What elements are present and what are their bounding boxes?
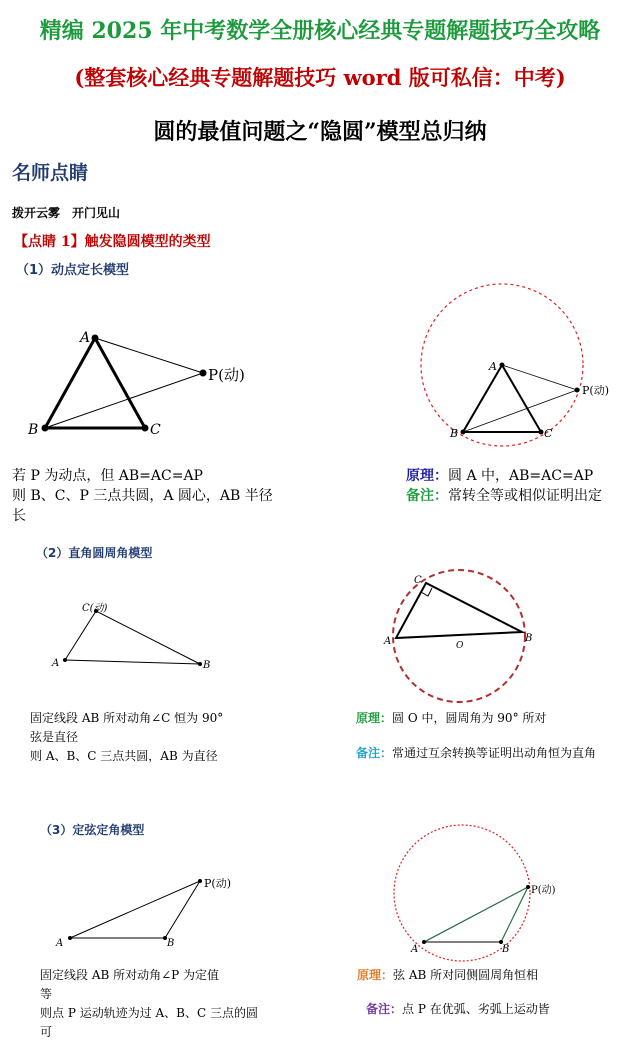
m1-label-c: C — [150, 422, 161, 438]
m3r-label-a: A — [411, 944, 419, 955]
model3-note — [366, 1000, 638, 1019]
m1-note-text: 常转全等或相似证明出定 — [448, 488, 602, 504]
m3-note-label: 备注： — [366, 1002, 403, 1016]
m2-note-text: 常通过互余转换等证明出动角恒为直角 — [392, 746, 597, 760]
m2-principle-label: 原理： — [356, 711, 393, 725]
m2r-label-a: A — [384, 636, 392, 647]
m3-principle-label: 原理： — [357, 968, 394, 982]
m3-line: 等 — [40, 987, 53, 1001]
doc-header-line2: (整套核心经典专题解题技巧 word 版可私信：中考) — [74, 65, 566, 90]
m3-line: 固定线段 AB 所对动角∠P 为定值 — [40, 968, 220, 982]
point-heading: 【点睛 1】触发隐圆模型的类型 — [14, 234, 211, 250]
m3r-label-p: P(动) — [531, 885, 556, 896]
m1r-label-c: C — [544, 427, 553, 440]
m1-label-p: P(动) — [208, 366, 245, 384]
m2-line: 固定线段 AB 所对动角∠C 恒为 90° — [30, 711, 224, 725]
m2r-label-o: O — [456, 641, 464, 651]
m1-line: 长 — [12, 508, 26, 524]
m3-hidden-circle — [394, 825, 530, 961]
m1-label-b: B — [28, 422, 39, 438]
m3-line: 则点 P 运动轨迹为过 A、B、C 三点的圆 — [40, 1006, 258, 1020]
m1r-label-a: A — [489, 360, 497, 373]
m3-label-b: B — [167, 938, 175, 949]
section-heading: 名师点睛 — [12, 162, 89, 184]
m2r-label-c: C — [414, 575, 422, 586]
m1-line: 若 P 为动点，但 AB=AC=AP — [12, 468, 203, 484]
model2-title: （2）直角圆周角模型 — [36, 546, 153, 560]
m2-line: 则 A、B、C 三点共圆，AB 为直径 — [30, 749, 218, 763]
m3-label-p: P(动) — [204, 877, 231, 890]
m3-label-a: A — [56, 938, 64, 949]
m2-label-c: C(动) — [82, 603, 108, 614]
model3-principle — [357, 966, 638, 985]
section-subheading: 拨开云雾 开门见山 — [12, 206, 121, 220]
m1-label-a: A — [80, 330, 91, 346]
m2-principle-text: 圆 O 中，圆周角为 90° 所对 — [392, 711, 547, 725]
model3-description — [40, 966, 360, 1042]
doc-header-line1: 精编 2025 年中考数学全册核心经典专题解题技巧全攻略 — [39, 18, 601, 44]
m1-principle-text: 圆 A 中，AB=AC=AP — [448, 468, 594, 484]
m2r-label-b: B — [525, 633, 533, 644]
model3-title: （3）定弦定角模型 — [40, 823, 145, 837]
doc-title: 圆的最值问题之“隐圆”模型总归纳 — [153, 119, 487, 145]
m2-note-label: 备注： — [356, 746, 393, 760]
m1-principle-label: 原理： — [406, 468, 448, 484]
m1r-label-p: P(动) — [582, 384, 609, 397]
m2-label-a: A — [52, 658, 60, 669]
m2-line: 弦是直径 — [30, 730, 79, 744]
m3-line: 可 — [40, 1025, 53, 1039]
m1-note-label: 备注： — [406, 488, 448, 504]
m1-line: 则 B、C、P 三点共圆，A 圆心，AB 半径 — [12, 488, 273, 504]
m2-label-b: B — [203, 660, 211, 671]
m3-note-text: 点 P 在优弧、劣弧上运动皆 — [402, 1002, 550, 1016]
m3-principle-text: 弦 AB 所对同侧圆周角恒相 — [393, 968, 539, 982]
m1r-label-b: B — [450, 427, 459, 440]
model1-title: （1）动点定长模型 — [16, 263, 130, 278]
m3r-label-b: B — [502, 944, 510, 955]
